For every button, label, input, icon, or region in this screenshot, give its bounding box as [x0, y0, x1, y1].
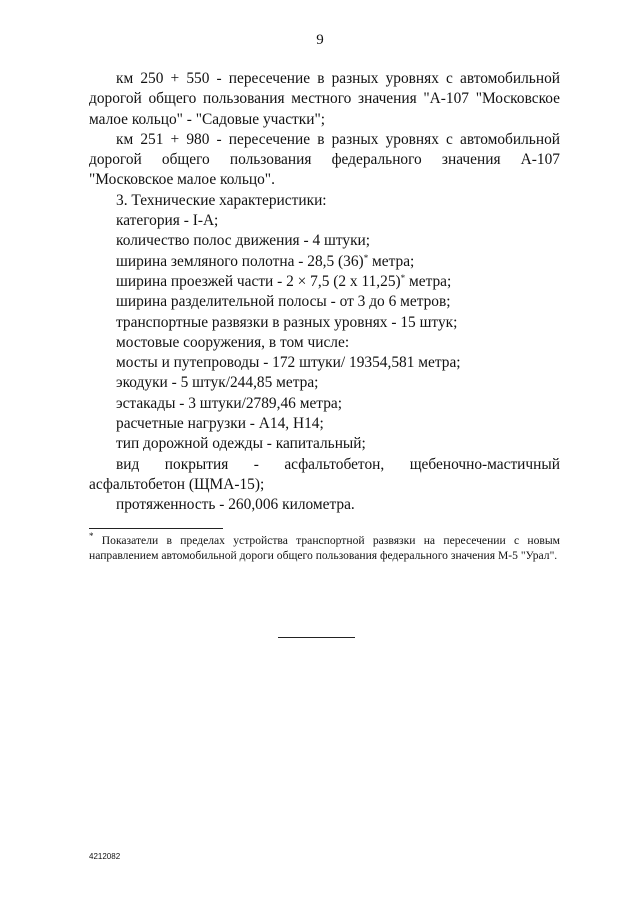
section-heading: 3. Технические характеристики:: [116, 191, 327, 209]
item-pavement-type: тип дорожной одежды - капитальный;: [116, 435, 366, 453]
paragraph-intersection-251: км 251 + 980 - пересечение в разных уровнях с автомобильной дорогой общего пользования федерального значения А-107 "Московское малое кольцо".: [89, 130, 560, 189]
surface-word: -: [253, 455, 259, 473]
document-body: [89, 69, 560, 516]
item-ecoducts: экодуки - 5 штук/244,85 метра;: [116, 374, 319, 392]
footnote-separator: [89, 528, 223, 529]
footnote-marker: *: [89, 531, 94, 541]
item-carriageway-width: [89, 272, 560, 292]
document-code: 4212082: [89, 852, 121, 861]
item-overpasses: эстакады - 3 штуки/2789,46 метра;: [116, 394, 343, 412]
footnote-marker: *: [363, 252, 369, 263]
item-bridges: мосты и путепроводы - 172 штуки/ 19354,581 метра;: [116, 354, 461, 372]
item-lanes: количество полос движения - 4 штуки;: [116, 232, 371, 250]
carriageway-width-unit: метра;: [405, 272, 452, 290]
item-surface-type: [89, 455, 560, 475]
item-bridge-structures: мостовые сооружения, в том числе:: [116, 333, 350, 351]
roadbed-width-text: ширина земляного полотна - 28,5 (36): [116, 252, 364, 270]
footnote-marker: *: [400, 272, 406, 283]
item-category: категория - I-А;: [116, 212, 219, 230]
item-surface-type-cont: асфальтобетон (ЩМА-15);: [89, 475, 265, 493]
item-median-width: ширина разделительной полосы - от 3 до 6 метров;: [116, 293, 451, 311]
surface-word: щебеночно-мастичный: [409, 455, 560, 473]
item-length: протяженность - 260,006 километра.: [116, 496, 355, 514]
item-roadbed-width: [89, 252, 560, 272]
surface-word: вид: [116, 455, 140, 473]
end-of-text-rule: [278, 637, 355, 638]
item-design-loads: расчетные нагрузки - А14, Н14;: [116, 415, 324, 433]
footnote-text: Показатели в пределах устройства транспортной развязки на пересечении с новым направлением автомобильной дороги общего пользования федерального значения М-5 "Урал".: [89, 534, 560, 562]
paragraph-intersection-250: км 250 + 550 - пересечение в разных уровнях с автомобильной дорогой общего пользования местного значения "А-107 "Московское малое кольцо" - "Садовые участки";: [89, 70, 560, 128]
footnote: [89, 531, 560, 563]
page-number: 9: [316, 32, 324, 48]
roadbed-width-unit: метра;: [368, 252, 415, 270]
item-interchanges: транспортные развязки в разных уровнях - 15 штук;: [116, 313, 458, 331]
carriageway-width-text: ширина проезжей части - 2 × 7,5 (2 х 11,25): [116, 272, 401, 290]
surface-word: асфальтобетон,: [284, 455, 385, 473]
surface-word: покрытия: [164, 455, 229, 473]
